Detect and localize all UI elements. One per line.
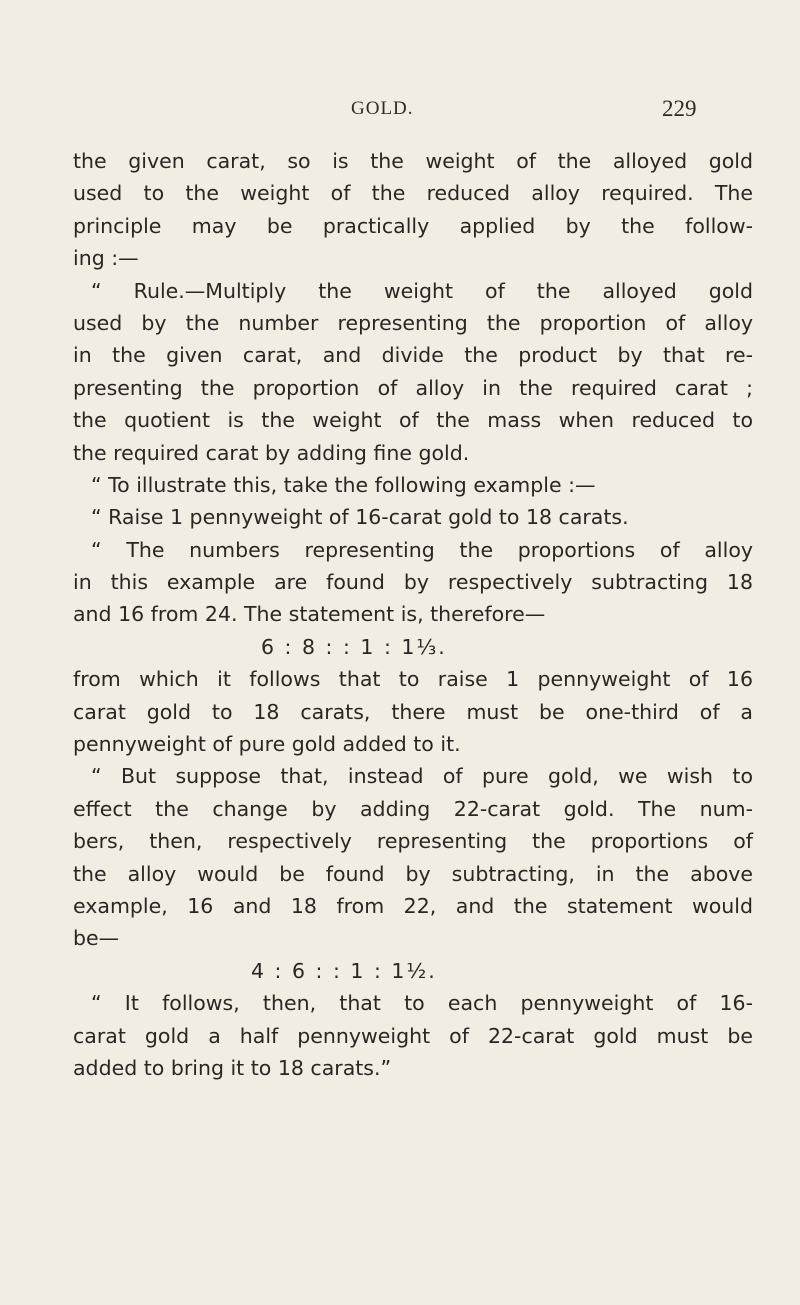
text-line: “ Raise 1 pennyweight of 16-carat gold to 18 carats. <box>91 505 629 530</box>
proportion-statement: 6 : 8 : : 1 : 1⅓. <box>261 634 447 659</box>
text-line: be— <box>73 926 120 951</box>
text-line: principle may be practically applied by the follow- <box>73 213 753 238</box>
running-header-title: GOLD. <box>351 98 414 119</box>
body-text <box>73 145 753 1084</box>
text-line: the given carat, so is the weight of the alloyed gold <box>73 149 753 173</box>
text-line: added to bring it to 18 carats.” <box>73 1055 392 1080</box>
text-line: “ Rule.—Multiply the weight of the alloyed gold <box>91 278 753 303</box>
text-line: ing :— <box>73 246 139 271</box>
proportion-statement: 4 : 6 : : 1 : 1½. <box>251 958 437 983</box>
text-line: bers, then, respectively representing the proportions of <box>73 829 753 854</box>
text-line: used to the weight of the reduced alloy required. The <box>73 181 753 206</box>
text-line: from which it follows that to raise 1 pennyweight of 16 <box>73 667 753 692</box>
text-line: “ But suppose that, instead of pure gold, we wish to <box>91 764 753 789</box>
text-line: presenting the proportion of alloy in the required carat ; <box>73 375 753 400</box>
text-line: “ It follows, then, that to each pennyweight of 16- <box>91 991 753 1016</box>
text-line: “ To illustrate this, take the following example :— <box>91 472 596 497</box>
text-line: the quotient is the weight of the mass when reduced to <box>73 408 753 433</box>
text-line: “ The numbers representing the proportions of alloy <box>91 537 753 562</box>
page-number: 229 <box>662 96 697 121</box>
text-line: example, 16 and 18 from 22, and the statement would <box>73 893 753 918</box>
text-line: in this example are found by respectively subtracting 18 <box>73 570 753 595</box>
text-line: carat gold a half pennyweight of 22-carat gold must be <box>73 1023 753 1048</box>
text-line: the required carat by adding fine gold. <box>73 440 470 465</box>
text-line: used by the number representing the proportion of alloy <box>73 310 753 335</box>
text-line: pennyweight of pure gold added to it. <box>73 732 461 757</box>
text-line: the alloy would be found by subtracting, in the above <box>73 861 753 886</box>
text-line: and 16 from 24. The statement is, therefore— <box>73 602 546 627</box>
text-line: carat gold to 18 carats, there must be one-third of a <box>73 699 753 724</box>
text-line: effect the change by adding 22-carat gold. The num- <box>73 796 753 821</box>
text-line: in the given carat, and divide the product by that re- <box>73 343 753 368</box>
